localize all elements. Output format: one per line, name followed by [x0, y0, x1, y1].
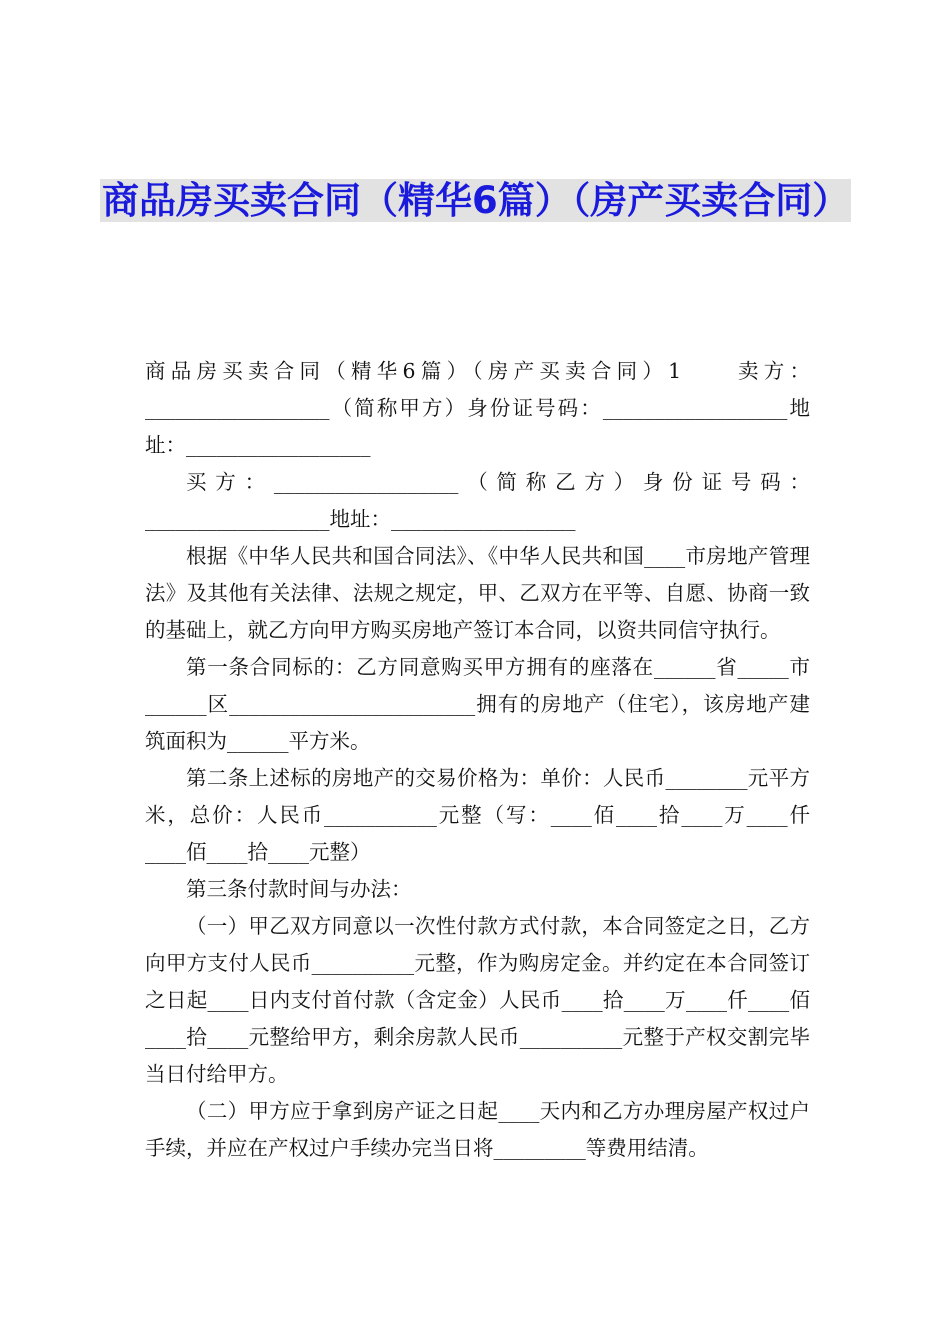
paragraph-buyer: 买方：__________________（简称乙方）身份证号码：__________________地址：__________________	[145, 470, 810, 531]
paragraph-article-2: 第二条上述标的房地产的交易价格为：单价：人民币________元平方米，总价：人民币___________元整（写：____佰____拾____万____仟____佰____拾____元整）	[145, 766, 810, 864]
document-body	[145, 353, 810, 1167]
paragraph-intro: 商品房买卖合同（精华6篇）（房产买卖合同）1 卖方：__________________（简称甲方）身份证号码：__________________地址：__________________	[145, 359, 810, 457]
paragraph-article-3-item-2: （二）甲方应于拿到房产证之日起____天内和乙方办理房屋产权过户手续，并应在产权过户手续办完当日将_________等费用结清。	[145, 1099, 810, 1160]
document-title-text: 商品房买卖合同（精华6篇）（房产买卖合同）	[102, 179, 850, 222]
document-title	[100, 176, 850, 226]
paragraph-article-1: 第一条合同标的：乙方同意购买甲方拥有的座落在______省_____市______区________________________拥有的房地产（住宅），该房地产建筑面积为______平方米。	[145, 655, 810, 753]
paragraph-article-3-item-1: （一）甲乙双方同意以一次性付款方式付款，本合同签定之日，乙方向甲方支付人民币__________元整，作为购房定金。并约定在本合同签订之日起____日内支付首付款（含定金）人民币____拾____万____仟____佰____拾____元整给甲方，剩余房款人民币__________元整于产权交割完毕当日付给甲方。	[145, 914, 810, 1086]
paragraph-basis: 根据《中华人民共和国合同法》、《中华人民共和国____市房地产管理法》及其他有关法律、法规之规定，甲、乙双方在平等、自愿、协商一致的基础上，就乙方向甲方购买房地产签订本合同，以资共同信守执行。	[145, 544, 810, 642]
paragraph-article-3: 第三条付款时间与办法：	[186, 877, 412, 901]
